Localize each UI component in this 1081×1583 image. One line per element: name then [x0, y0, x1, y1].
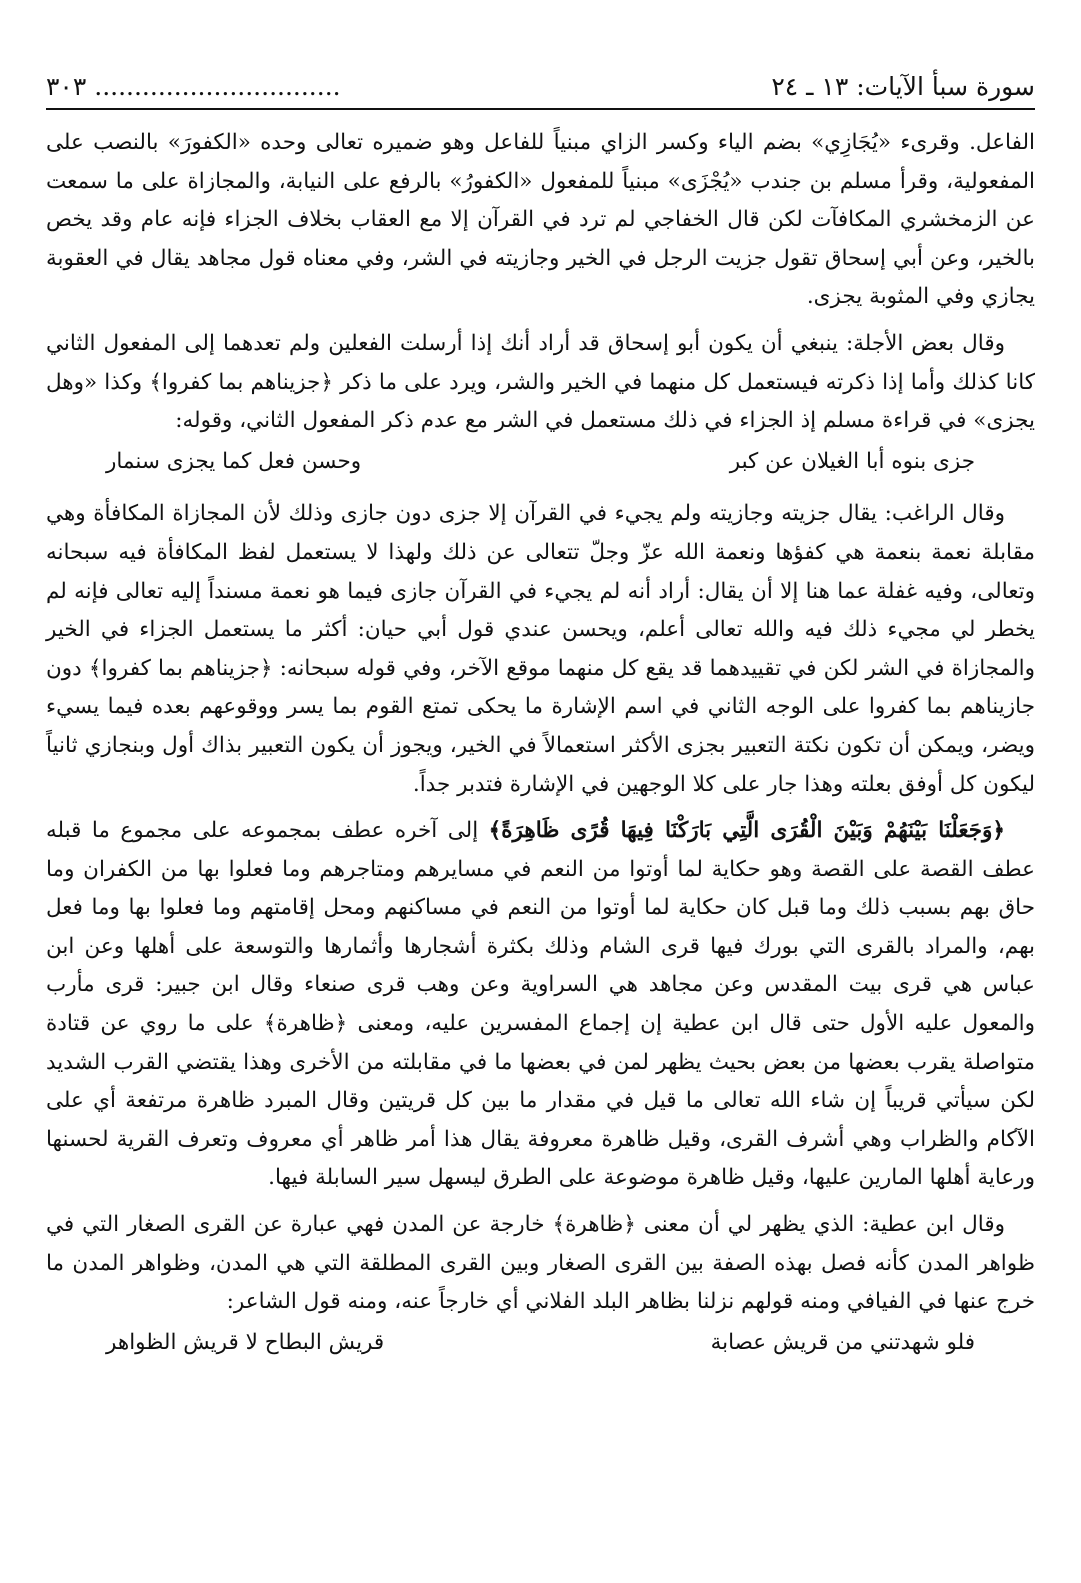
poetry-verse-2	[46, 1324, 1035, 1363]
page-number: ............................... ٣٠٣	[46, 72, 341, 101]
poetry-verse-1	[46, 443, 1035, 482]
paragraph-1: الفاعل. وقرىء «يُجَازِي» بضم الياء وكسر الزاي مبنياً للفاعل وهو ضميره تعالى وحده «الكفورَ» بالنصب على المفعولية، وقرأ مسلم بن جندب «يُجْزَى» مبنياً للمفعول «الكفورُ» بالرفع على النيابة، والمجازاة على ما سمعت عن الزمخشري المكافآت لكن قال الخفاجي لم ترد في القرآن إلا مع العقاب بخلاف الجزاء فإنه عام وقد يخص بالخير، وعن أبي إسحاق تقول جزيت الرجل في الخير وجازيته في الشر، وفي معناه قول مجاهد يقال في العقوبة يجازي وفي المثوبة يجزى.	[46, 130, 1035, 310]
verse-1-second-hemistich: وحسن فعل كما يجزى سنمار	[106, 448, 362, 474]
page-header	[46, 70, 1035, 110]
verse-1-first-hemistich: جزى بنوه أبا الغيلان عن كبر	[729, 448, 975, 474]
quran-verse-quote: ﴿وَجَعَلْنَا بَيْنَهُمْ وَبَيْنَ الْقُرَى الَّتِي بَارَكْنَا فِيهَا قُرًى ظَاهِرَةً﴾	[488, 818, 1005, 844]
paragraph-3: وقال الراغب: يقال جزيته وجازيته ولم يجيء في القرآن إلا جزى دون جازى وذلك لأن المجازاة المكافأة وهي مقابلة نعمة بنعمة هي كفؤها ونعمة الله عزّ وجلّ تتعالى عن ذلك ولهذا لا يستعمل لفظ المكافأة فيه سبحانه وتعالى، وفيه غفلة عما هنا إلا أن يقال: أراد أنه لم يجيء في القرآن جازى فيما هو نعمة مسنداً إليه تعالى فإنه لم يخطر لي مجيء ذلك فيه والله تعالى أعلم، ويحسن عندي قول أبي حيان: أكثر ما يستعمل الجزاء في الخير والمجازاة في الشر لكن في تقييدهما قد يقع كل منهما موقع الآخر، وفي قوله سبحانه: ﴿جزيناهم بما كفروا﴾ دون جازيناهم بما كفروا على الوجه الثاني في اسم الإشارة ما يحكى تمتع القوم بما يسر ووقوعهم بعده فيما يسيء ويضر، ويمكن أن تكون نكتة التعبير بجزى الأكثر استعمالاً في الخير، ويجوز أن يكون التعبير بذاك أول وبنجازي ثانياً ليكون كل أوفق بعلته وهذا جار على كلا الوجهين في الإشارة فتدبر جداً.	[46, 501, 1035, 797]
running-title: سورة سبأ الآيات: ١٣ ـ ٢٤	[771, 72, 1035, 101]
paragraph-2: وقال بعض الأجلة: ينبغي أن يكون أبو إسحاق قد أراد أنك إذا أرسلت الفعلين ولم تعدهما إلى المفعول الثاني كانا كذلك وأما إذا ذكرته فيستعمل كل منهما في الخير والشر، ويرد على ما ذكر ﴿جزيناهم بما كفروا﴾ وكذا «وهل يجزى» في قراءة مسلم إذ الجزاء في ذلك مستعمل في الشر مع عدم ذكر المفعول الثاني، وقوله:	[46, 330, 1035, 434]
verse-2-second-hemistich: قريش البطاح لا قريش الظواهر	[106, 1329, 385, 1355]
paragraph-5: وقال ابن عطية: الذي يظهر لي أن معنى ﴿ظاهرة﴾ خارجة عن المدن فهي عبارة عن القرى الصغار التي في ظواهر المدن كأنه فصل بهذه الصفة بين القرى الصغار وبين القرى المطلقة التي هي المدن، وظواهر المدن ما خرج عنها في الفيافي ومنه قولهم نزلنا بظاهر البلد الفلاني أي خارجاً عنه، ومنه قول الشاعر:	[46, 1212, 1035, 1315]
verse-2-first-hemistich: فلو شهدتني من قريش عصابة	[710, 1329, 975, 1355]
paragraph-4	[46, 812, 1035, 1198]
paragraph-4-text: إلى آخره عطف بمجموعه على مجموع ما قبله عطف القصة على القصة وهو حكاية لما أوتوا من النعم في مسايرهم ومتاجرهم وما فعلوا بها من الكفران وما حاق بهم بسبب ذلك وما قبل كان حكاية لما أوتوا من النعم في مساكنهم ومحل إقامتهم وما فعلوا بها وما فعل بهم، والمراد بالقرى التي بورك فيها قرى الشام وذلك بكثرة أشجارها وأثمارها والتوسعة على أهلها وعن ابن عباس هي قرى بيت المقدس وعن مجاهد هي السراوية وعن وهب قرى صنعاء وقال ابن جبير: قرى مأرب والمعول عليه الأول حتى قال ابن عطية إن إجماع المفسرين عليه، ومعنى ﴿ظاهرة﴾ على ما روي عن قتادة متواصلة يقرب بعضها من بعض بحيث يظهر لمن في بعضها ما في مقابلته من الأخرى وهذا يقتضي القرب الشديد لكن سيأتي قريباً إن شاء الله تعالى ما قيل في مقدار ما بين كل قريتين وقال المبرد ظاهرة مرتفعة أي على الآكام والظراب وهي أشرف القرى، وقيل ظاهرة معروفة يقال هذا أمر ظاهر أي معروف وتعرف القرية لحسنها ورعاية أهلها المارين عليها، وقيل ظاهرة موضوعة على الطرق ليسهل سير السابلة فيها.	[46, 818, 1035, 1191]
